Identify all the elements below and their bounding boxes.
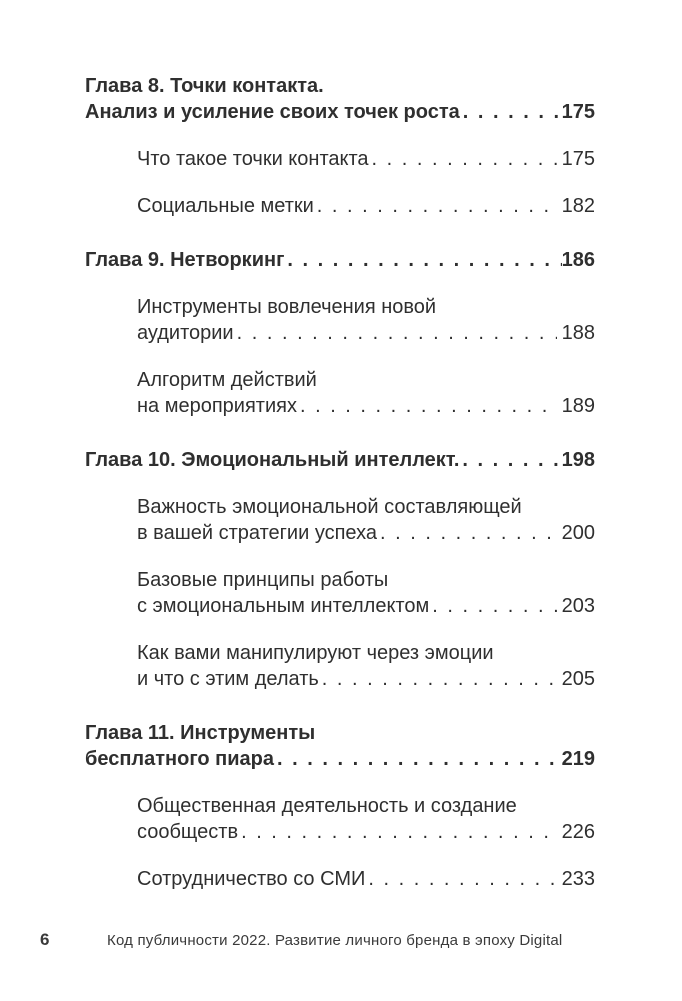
dot-leader bbox=[237, 320, 557, 346]
toc-entry-line bbox=[85, 99, 595, 125]
dot-leader bbox=[287, 247, 561, 273]
toc-entry-title: на мероприятиях bbox=[137, 395, 297, 417]
toc-entry-line bbox=[137, 866, 595, 892]
toc-entry-title: Сотрудничество со СМИ bbox=[137, 868, 366, 890]
toc-section-entry bbox=[85, 640, 595, 692]
page-number: 6 bbox=[40, 930, 50, 949]
toc-section-entry bbox=[85, 367, 595, 419]
toc-entry-title: Глава 10. Эмоциональный интеллект. bbox=[85, 449, 460, 471]
toc-page-number: 189 bbox=[561, 395, 595, 417]
toc-page-number: 205 bbox=[561, 668, 595, 690]
toc-entry-title: сообществ bbox=[137, 821, 239, 843]
toc-section-entry bbox=[85, 793, 595, 845]
dot-leader bbox=[277, 746, 562, 772]
toc-entry-line bbox=[137, 367, 595, 393]
toc-entry-title: Как вами манипулируют через эмоции bbox=[137, 642, 494, 664]
toc-page-number: 175 bbox=[561, 148, 595, 170]
running-title: Код публичности 2022. Развитие личного бренда в эпоху Digital bbox=[107, 932, 563, 949]
toc-entry-line bbox=[137, 494, 595, 520]
dot-leader bbox=[432, 593, 556, 619]
toc-entry-line bbox=[137, 193, 595, 219]
toc-entry-title: Глава 11. Инструменты bbox=[85, 722, 316, 744]
toc-page-number: 175 bbox=[561, 101, 595, 123]
dot-leader bbox=[322, 666, 557, 692]
dot-leader bbox=[368, 866, 556, 892]
toc-section-entry bbox=[85, 494, 595, 546]
toc-entry-line bbox=[137, 146, 595, 172]
toc-entry-line bbox=[85, 746, 595, 772]
toc-chapter-entry bbox=[85, 247, 595, 273]
toc-section-entry bbox=[85, 294, 595, 346]
dot-leader bbox=[300, 393, 557, 419]
toc-entry-line bbox=[137, 793, 595, 819]
dot-leader bbox=[372, 146, 557, 172]
toc-section-entry bbox=[85, 146, 595, 172]
dot-leader bbox=[317, 193, 557, 219]
toc-entry-title: Что такое точки контакта bbox=[137, 148, 369, 170]
toc-entry-line bbox=[85, 247, 595, 273]
toc-entry-title: Анализ и усиление своих точек роста bbox=[85, 101, 460, 123]
toc-chapter-entry bbox=[85, 73, 595, 125]
toc-entry-title: Важность эмоциональной составляющей bbox=[137, 496, 522, 518]
toc-entry-title: Социальные метки bbox=[137, 195, 314, 217]
toc-page-number: 182 bbox=[561, 195, 595, 217]
toc-page-number: 203 bbox=[561, 595, 595, 617]
toc-chapter-entry bbox=[85, 720, 595, 772]
toc-entry-line bbox=[137, 520, 595, 546]
toc-entry-line bbox=[137, 593, 595, 619]
toc-page-number: 233 bbox=[561, 868, 595, 890]
toc-entry-title: Базовые принципы работы bbox=[137, 569, 389, 591]
toc-entry-title: Инструменты вовлечения новой bbox=[137, 296, 437, 318]
toc-entry-title: аудитории bbox=[137, 322, 234, 344]
toc-entry-title: в вашей стратегии успеха bbox=[137, 522, 378, 544]
toc-page-number: 219 bbox=[561, 748, 595, 770]
toc-section-entry bbox=[85, 866, 595, 892]
toc-page-number: 200 bbox=[561, 522, 595, 544]
table-of-contents bbox=[85, 73, 595, 892]
toc-entry-line bbox=[137, 567, 595, 593]
toc-entry-title: и что с этим делать bbox=[137, 668, 319, 690]
dot-leader bbox=[241, 819, 557, 845]
toc-entry-line bbox=[85, 73, 595, 99]
toc-entry-title: бесплатного пиара bbox=[85, 748, 275, 770]
dot-leader bbox=[462, 447, 561, 473]
toc-section-entry bbox=[85, 193, 595, 219]
toc-entry-title: Общественная деятельность и создание bbox=[137, 795, 517, 817]
toc-entry-line bbox=[85, 447, 595, 473]
page-footer bbox=[0, 930, 682, 950]
toc-entry-title: с эмоциональным интеллектом bbox=[137, 595, 430, 617]
toc-page-number: 188 bbox=[561, 322, 595, 344]
toc-entry-line bbox=[137, 819, 595, 845]
dot-leader bbox=[380, 520, 557, 546]
toc-page-number: 226 bbox=[561, 821, 595, 843]
toc-entry-title: Глава 8. Точки контакта. bbox=[85, 75, 324, 97]
toc-page-number: 198 bbox=[561, 449, 595, 471]
toc-entry-line bbox=[137, 666, 595, 692]
toc-entry-line bbox=[85, 720, 595, 746]
toc-entry-title: Алгоритм действий bbox=[137, 369, 317, 391]
toc-entry-line bbox=[137, 320, 595, 346]
toc-entry-title: Глава 9. Нетворкинг bbox=[85, 249, 285, 271]
dot-leader bbox=[463, 99, 562, 125]
toc-entry-line bbox=[137, 640, 595, 666]
toc-entry-line bbox=[137, 393, 595, 419]
toc-chapter-entry bbox=[85, 447, 595, 473]
toc-entry-line bbox=[137, 294, 595, 320]
toc-section-entry bbox=[85, 567, 595, 619]
toc-page-number: 186 bbox=[561, 249, 595, 271]
